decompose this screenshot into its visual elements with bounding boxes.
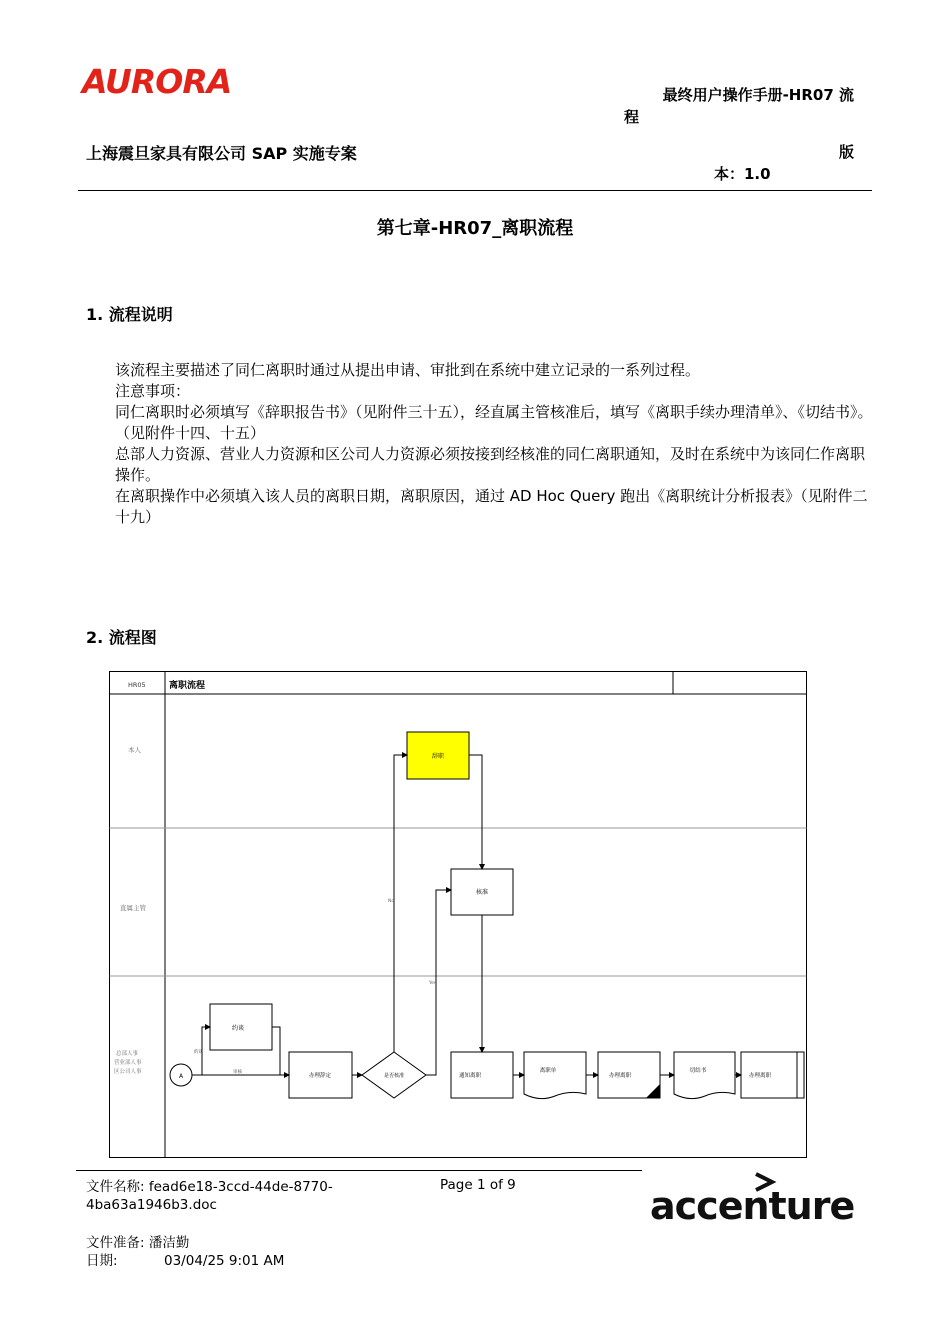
- accenture-wordmark: accenture: [650, 1184, 855, 1228]
- paragraph: 在离职操作中必须填入该人员的离职日期，离职原因，通过 AD Hoc Query 跑出《离职统计分析报表》（见附件二十九）: [115, 487, 868, 526]
- paragraph: 总部人力资源、营业人力资源和区公司人力资源必须按接到经核准的同仁离职通知，及时在系统中为该同仁作离职操作。: [115, 445, 866, 484]
- node-doc2: [674, 1052, 735, 1099]
- logo-text: AURORA: [82, 62, 232, 101]
- section1-body: [115, 360, 875, 528]
- node-decision-label: 是否核准: [383, 1073, 405, 1079]
- lane-label-supervisor: 直属主管: [120, 904, 146, 912]
- page-number: Page 1 of 9: [440, 1177, 516, 1193]
- manual-title: [618, 84, 854, 128]
- node-confirm-label: 办理辞定: [308, 1073, 332, 1079]
- date-value: 03/04/25 9:01 AM: [164, 1253, 285, 1269]
- node-resign-label: 辞职: [431, 753, 445, 760]
- footer-divider: [76, 1170, 642, 1171]
- version-line2: 本：1.0: [714, 165, 771, 183]
- node-doc2-label: 切结书: [689, 1068, 707, 1074]
- flowchart-svg: [108, 670, 810, 1160]
- section1-heading: 1. 流程说明: [86, 305, 173, 324]
- paragraph: 同仁离职时必须填写《辞职报告书》（见附件三十五），经直属主管核准后，填写《离职手续办理清单》、《切结书》。（见附件十四、十五）: [115, 403, 873, 442]
- version-info: [700, 141, 854, 185]
- prepared-value: 潘洁勤: [148, 1235, 190, 1251]
- prepared-label: 文件准备:: [86, 1235, 145, 1251]
- flow-title: 离职流程: [169, 681, 206, 691]
- date-row: [86, 1252, 366, 1270]
- edge-interview-confirm: [272, 1027, 280, 1075]
- flowchart: [108, 670, 810, 1164]
- edge-start-interview: [202, 1027, 210, 1075]
- node-notice-label: 通知离职: [458, 1073, 482, 1079]
- header-divider: [78, 190, 872, 191]
- node-interview-label: 约谈: [231, 1025, 245, 1032]
- node-approve-label: 核准: [475, 889, 489, 896]
- edge-label-direct: 审核: [233, 1070, 242, 1075]
- paragraph: 该流程主要描述了同仁离职时通过从提出申请、审批到在系统中建立记录的一系列过程。: [115, 361, 701, 379]
- prepared-row: [86, 1234, 366, 1252]
- node-doc1: [524, 1052, 586, 1099]
- edge-decision-resign: [394, 755, 407, 1052]
- manual-title-line1: 最终用户操作手册-HR07 流: [662, 86, 854, 104]
- lane-label-hr: 总部人事营业部人事区公司人事: [114, 1051, 142, 1075]
- node-start-label: A: [178, 1073, 184, 1080]
- node-doc1-label: 离职单: [539, 1068, 557, 1074]
- flow-code: HR05: [128, 681, 146, 689]
- lane-label-self: 本人: [128, 746, 141, 754]
- chapter-title: 第七章-HR07_离职流程: [376, 218, 574, 239]
- manual-title-line2: 程: [624, 108, 640, 126]
- edge-resign-approve: [469, 755, 482, 869]
- version-line1: 版: [838, 143, 854, 161]
- edge-label-no: No: [388, 899, 395, 904]
- file-name-label: 文件名称:: [86, 1179, 145, 1195]
- node-process-label: 办理离职: [608, 1073, 632, 1079]
- footer-meta: [86, 1178, 366, 1270]
- aurora-logo: [82, 62, 232, 101]
- edge-label-yes: Yes: [429, 981, 437, 986]
- edge-label-interview: 约谈: [194, 1050, 203, 1055]
- file-name-value: fead6e18-3ccd-44de-8770-4ba63a1946b3.doc: [86, 1179, 333, 1213]
- accenture-logo: [642, 1170, 855, 1236]
- section2-heading: 2. 流程图: [86, 628, 157, 647]
- file-name-row: [86, 1178, 366, 1214]
- node-finish-label: 办理离职: [748, 1073, 772, 1079]
- date-label: 日期:: [86, 1253, 118, 1269]
- company-project: 上海震旦家具有限公司 SAP 实施专案: [86, 144, 357, 163]
- paragraph: 注意事项：: [115, 382, 191, 400]
